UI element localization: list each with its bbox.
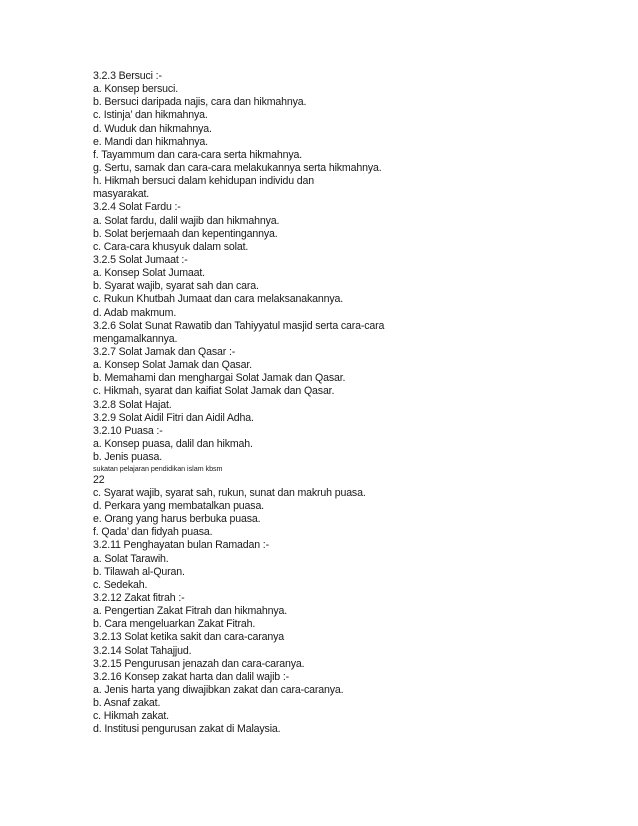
text-line: 3.2.13 Solat ketika sakit dan cara-caranya — [93, 631, 284, 644]
text-line: 3.2.3 Bersuci :- — [93, 70, 162, 82]
text-line: a. Konsep Solat Jamak dan Qasar. — [93, 359, 252, 372]
text-line: 3.2.11 Penghayatan bulan Ramadan :- — [93, 539, 269, 552]
text-line: 3.2.15 Pengurusan jenazah dan cara-caranya. — [93, 657, 305, 670]
text-line: b. Cara mengeluarkan Zakat Fitrah. — [93, 618, 256, 631]
text-line: d. Perkara yang membatalkan puasa. — [93, 500, 264, 513]
document-text — [93, 70, 593, 737]
text-line: b. Solat berjemaah dan kepentingannya. — [93, 227, 278, 240]
text-line: 3.2.16 Konsep zakat harta dan dalil wajib :- — [93, 670, 289, 683]
text-line: 3.2.14 Solat Tahajjud. — [93, 644, 192, 657]
text-line: 3.2.10 Puasa :- — [93, 424, 163, 437]
text-line: masyarakat. — [93, 188, 150, 201]
text-line: b. Tilawah al-Quran. — [93, 565, 185, 578]
text-line: a. Jenis harta yang diwajibkan zakat dan cara-caranya. — [93, 684, 344, 697]
text-line: d. Institusi pengurusan zakat di Malaysia. — [93, 723, 281, 736]
text-line: b. Bersuci daripada najis, cara dan hikmahnya. — [93, 96, 307, 109]
text-line: f. Tayammum dan cara-cara serta hikmahnya. — [93, 148, 302, 161]
text-line: mengamalkannya. — [93, 332, 178, 345]
text-line: c. Sedekah. — [93, 578, 148, 591]
text-line: e. Mandi dan hikmahnya. — [93, 135, 208, 148]
text-line: a. Konsep Solat Jumaat. — [93, 267, 205, 280]
text-line: c. Hikmah zakat. — [93, 710, 169, 723]
text-line: e. Orang yang harus berbuka puasa. — [93, 513, 261, 526]
text-line: d. Wuduk dan hikmahnya. — [93, 122, 212, 135]
text-line: c. Hikmah, syarat dan kaifiat Solat Jamak dan Qasar. — [93, 385, 335, 398]
text-line: b. Asnaf zakat. — [93, 697, 161, 710]
running-footer: sukatan pelajaran pendidikan islam kbsm — [93, 464, 223, 474]
text-line: d. Adab makmum. — [93, 306, 177, 319]
text-line: a. Solat Tarawih. — [93, 552, 169, 565]
text-line: h. Hikmah bersuci dalam kehidupan individu dan — [93, 175, 315, 188]
text-line: 3.2.8 Solat Hajat. — [93, 398, 172, 411]
text-line: 3.2.4 Solat Fardu :- — [93, 201, 181, 214]
text-line: 3.2.9 Solat Aidil Fitri dan Aidil Adha. — [93, 411, 254, 424]
text-line: 3.2.5 Solat Jumaat :- — [93, 253, 188, 266]
text-line: b. Jenis puasa. — [93, 451, 163, 464]
text-line: a. Konsep bersuci. — [93, 83, 179, 96]
text-line: a. Konsep puasa, dalil dan hikmah. — [93, 437, 253, 450]
text-line: 3.2.6 Solat Sunat Rawatib dan Tahiyyatul masjid serta cara-cara — [93, 319, 385, 332]
page-number: 22 — [93, 474, 105, 487]
text-line: a. Solat fardu, dalil wajib dan hikmahnya. — [93, 214, 280, 227]
text-line: c. Syarat wajib, syarat sah, rukun, sunat dan makruh puasa. — [93, 486, 366, 499]
text-line: g. Sertu, samak dan cara-cara melakukannya serta hikmahnya. — [93, 161, 382, 174]
text-line: c. Rukun Khutbah Jumaat dan cara melaksanakannya. — [93, 293, 343, 306]
text-line: 3.2.7 Solat Jamak dan Qasar :- — [93, 345, 236, 358]
text-line: c. Cara-cara khusyuk dalam solat. — [93, 240, 249, 253]
text-line: b. Syarat wajib, syarat sah dan cara. — [93, 280, 259, 293]
text-line: b. Memahami dan menghargai Solat Jamak dan Qasar. — [93, 372, 346, 385]
text-line: f. Qada’ dan fidyah puasa. — [93, 526, 213, 539]
text-line: c. Istinja’ dan hikmahnya. — [93, 109, 208, 122]
text-line: a. Pengertian Zakat Fitrah dan hikmahnya. — [93, 605, 288, 618]
text-line: 3.2.12 Zakat fitrah :- — [93, 592, 185, 605]
